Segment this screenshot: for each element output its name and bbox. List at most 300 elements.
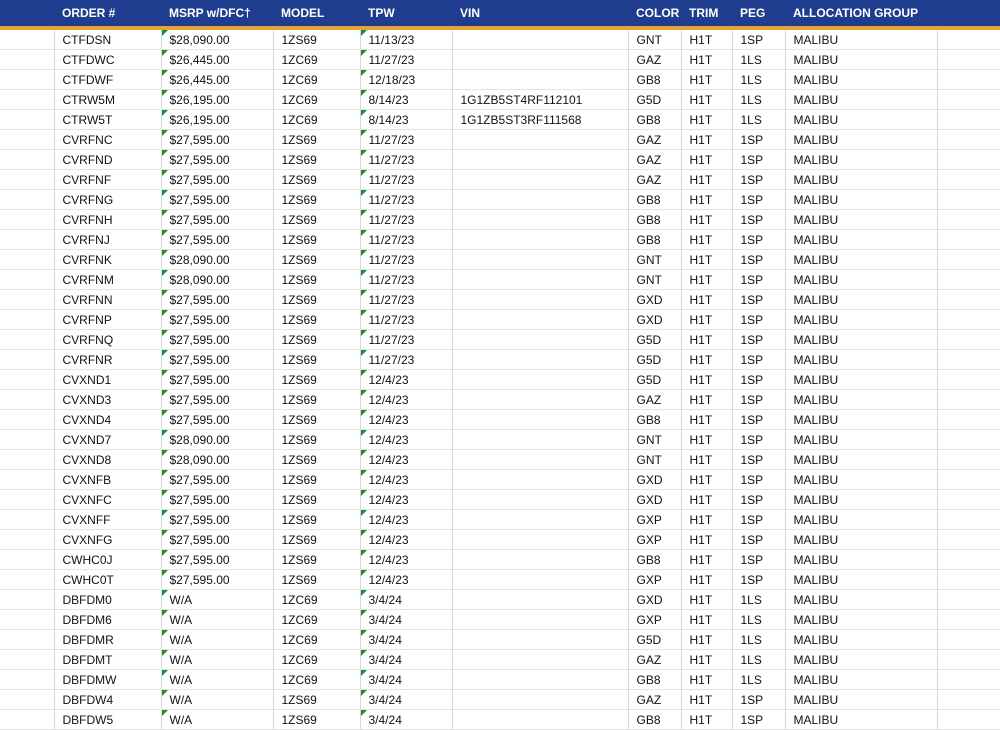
order-number-cell[interactable]: CTFDWF (54, 70, 161, 90)
peg-cell[interactable]: 1SP (732, 690, 785, 710)
order-number-cell[interactable]: CWHC0J (54, 550, 161, 570)
row-blank-cell[interactable] (937, 70, 1000, 90)
row-blank-cell[interactable] (937, 610, 1000, 630)
trim-cell[interactable]: H1T (681, 530, 732, 550)
vin-cell[interactable] (452, 150, 628, 170)
trim-cell[interactable]: H1T (681, 510, 732, 530)
peg-cell[interactable]: 1SP (732, 170, 785, 190)
msrp-cell[interactable]: $26,195.00 (161, 90, 273, 110)
msrp-cell[interactable]: $27,595.00 (161, 510, 273, 530)
msrp-cell[interactable]: $27,595.00 (161, 190, 273, 210)
row-blank-cell[interactable] (0, 370, 54, 390)
tpw-cell[interactable]: 12/4/23 (360, 390, 452, 410)
vin-cell[interactable] (452, 570, 628, 590)
tpw-cell[interactable]: 12/4/23 (360, 370, 452, 390)
peg-cell[interactable]: 1SP (732, 530, 785, 550)
allocation-group-cell[interactable]: MALIBU (785, 650, 937, 670)
row-blank-cell[interactable] (0, 610, 54, 630)
allocation-group-cell[interactable]: MALIBU (785, 490, 937, 510)
tpw-cell[interactable]: 11/27/23 (360, 350, 452, 370)
row-blank-cell[interactable] (0, 630, 54, 650)
row-blank-cell[interactable] (0, 30, 54, 50)
peg-cell[interactable]: 1SP (732, 350, 785, 370)
peg-cell[interactable]: 1LS (732, 110, 785, 130)
color-cell[interactable]: GB8 (628, 410, 681, 430)
peg-cell[interactable]: 1SP (732, 490, 785, 510)
msrp-cell[interactable]: $27,595.00 (161, 150, 273, 170)
msrp-cell[interactable]: $28,090.00 (161, 270, 273, 290)
table-row[interactable] (0, 330, 1000, 350)
table-row[interactable] (0, 470, 1000, 490)
row-blank-cell[interactable] (937, 490, 1000, 510)
row-blank-cell[interactable] (0, 490, 54, 510)
row-blank-cell[interactable] (937, 50, 1000, 70)
model-cell[interactable]: 1ZS69 (273, 550, 360, 570)
table-row[interactable] (0, 230, 1000, 250)
tpw-cell[interactable]: 11/13/23 (360, 30, 452, 50)
table-row[interactable] (0, 530, 1000, 550)
header-order-number[interactable]: ORDER # (54, 0, 161, 26)
order-number-cell[interactable]: CVRFNJ (54, 230, 161, 250)
model-cell[interactable]: 1ZS69 (273, 210, 360, 230)
peg-cell[interactable]: 1SP (732, 30, 785, 50)
row-blank-cell[interactable] (0, 430, 54, 450)
model-cell[interactable]: 1ZS69 (273, 410, 360, 430)
vin-cell[interactable] (452, 590, 628, 610)
color-cell[interactable]: G5D (628, 330, 681, 350)
model-cell[interactable]: 1ZS69 (273, 230, 360, 250)
row-blank-cell[interactable] (0, 250, 54, 270)
row-blank-cell[interactable] (937, 630, 1000, 650)
trim-cell[interactable]: H1T (681, 610, 732, 630)
trim-cell[interactable]: H1T (681, 50, 732, 70)
order-number-cell[interactable]: CVRFNM (54, 270, 161, 290)
order-number-cell[interactable]: DBFDW4 (54, 690, 161, 710)
model-cell[interactable]: 1ZS69 (273, 250, 360, 270)
peg-cell[interactable]: 1SP (732, 270, 785, 290)
order-number-cell[interactable]: CWHC0T (54, 570, 161, 590)
trim-cell[interactable]: H1T (681, 270, 732, 290)
allocation-group-cell[interactable]: MALIBU (785, 110, 937, 130)
color-cell[interactable]: GXD (628, 490, 681, 510)
trim-cell[interactable]: H1T (681, 150, 732, 170)
tpw-cell[interactable]: 11/27/23 (360, 270, 452, 290)
header-cell-blank-right[interactable] (937, 0, 1000, 26)
allocation-group-cell[interactable]: MALIBU (785, 390, 937, 410)
tpw-cell[interactable]: 11/27/23 (360, 50, 452, 70)
vin-cell[interactable] (452, 470, 628, 490)
order-number-cell[interactable]: CVRFNK (54, 250, 161, 270)
color-cell[interactable]: G5D (628, 630, 681, 650)
model-cell[interactable]: 1ZS69 (273, 150, 360, 170)
order-number-cell[interactable]: CVXNFF (54, 510, 161, 530)
allocation-group-cell[interactable]: MALIBU (785, 370, 937, 390)
row-blank-cell[interactable] (0, 470, 54, 490)
order-number-cell[interactable]: CTRW5T (54, 110, 161, 130)
model-cell[interactable]: 1ZS69 (273, 450, 360, 470)
allocation-group-cell[interactable]: MALIBU (785, 90, 937, 110)
trim-cell[interactable]: H1T (681, 570, 732, 590)
allocation-group-cell[interactable]: MALIBU (785, 270, 937, 290)
table-row[interactable] (0, 550, 1000, 570)
table-row[interactable] (0, 590, 1000, 610)
msrp-cell[interactable]: $28,090.00 (161, 450, 273, 470)
allocation-group-cell[interactable]: MALIBU (785, 30, 937, 50)
trim-cell[interactable]: H1T (681, 350, 732, 370)
color-cell[interactable]: GNT (628, 270, 681, 290)
msrp-cell[interactable]: W/A (161, 670, 273, 690)
row-blank-cell[interactable] (0, 130, 54, 150)
table-row[interactable] (0, 410, 1000, 430)
table-row[interactable] (0, 290, 1000, 310)
row-blank-cell[interactable] (0, 310, 54, 330)
vin-cell[interactable] (452, 550, 628, 570)
row-blank-cell[interactable] (937, 650, 1000, 670)
vin-cell[interactable] (452, 510, 628, 530)
color-cell[interactable]: GXD (628, 290, 681, 310)
trim-cell[interactable]: H1T (681, 430, 732, 450)
msrp-cell[interactable]: $27,595.00 (161, 570, 273, 590)
row-blank-cell[interactable] (937, 210, 1000, 230)
color-cell[interactable]: GAZ (628, 150, 681, 170)
peg-cell[interactable]: 1LS (732, 590, 785, 610)
model-cell[interactable]: 1ZC69 (273, 650, 360, 670)
color-cell[interactable]: GAZ (628, 50, 681, 70)
order-number-cell[interactable]: CVXND1 (54, 370, 161, 390)
color-cell[interactable]: GAZ (628, 130, 681, 150)
row-blank-cell[interactable] (937, 690, 1000, 710)
header-model[interactable]: MODEL (273, 0, 360, 26)
vin-cell[interactable] (452, 430, 628, 450)
trim-cell[interactable]: H1T (681, 110, 732, 130)
vin-cell[interactable] (452, 370, 628, 390)
model-cell[interactable]: 1ZS69 (273, 530, 360, 550)
trim-cell[interactable]: H1T (681, 410, 732, 430)
color-cell[interactable]: G5D (628, 90, 681, 110)
model-cell[interactable]: 1ZS69 (273, 690, 360, 710)
color-cell[interactable]: GB8 (628, 230, 681, 250)
color-cell[interactable]: GNT (628, 450, 681, 470)
allocation-group-cell[interactable]: MALIBU (785, 350, 937, 370)
allocation-group-cell[interactable]: MALIBU (785, 710, 937, 730)
row-blank-cell[interactable] (0, 650, 54, 670)
peg-cell[interactable]: 1SP (732, 310, 785, 330)
row-blank-cell[interactable] (0, 450, 54, 470)
row-blank-cell[interactable] (937, 270, 1000, 290)
trim-cell[interactable]: H1T (681, 490, 732, 510)
row-blank-cell[interactable] (0, 350, 54, 370)
vin-cell[interactable] (452, 230, 628, 250)
color-cell[interactable]: GAZ (628, 650, 681, 670)
row-blank-cell[interactable] (937, 350, 1000, 370)
tpw-cell[interactable]: 3/4/24 (360, 710, 452, 730)
msrp-cell[interactable]: $27,595.00 (161, 530, 273, 550)
row-blank-cell[interactable] (937, 330, 1000, 350)
order-number-cell[interactable]: CTFDWC (54, 50, 161, 70)
tpw-cell[interactable]: 12/4/23 (360, 410, 452, 430)
row-blank-cell[interactable] (0, 210, 54, 230)
row-blank-cell[interactable] (937, 550, 1000, 570)
model-cell[interactable]: 1ZS69 (273, 490, 360, 510)
row-blank-cell[interactable] (937, 510, 1000, 530)
tpw-cell[interactable]: 12/4/23 (360, 450, 452, 470)
allocation-group-cell[interactable]: MALIBU (785, 470, 937, 490)
trim-cell[interactable]: H1T (681, 650, 732, 670)
header-trim[interactable]: TRIM (681, 0, 732, 26)
msrp-cell[interactable]: $28,090.00 (161, 430, 273, 450)
row-blank-cell[interactable] (0, 390, 54, 410)
row-blank-cell[interactable] (937, 570, 1000, 590)
tpw-cell[interactable]: 12/18/23 (360, 70, 452, 90)
row-blank-cell[interactable] (0, 590, 54, 610)
peg-cell[interactable]: 1LS (732, 610, 785, 630)
allocation-group-cell[interactable]: MALIBU (785, 610, 937, 630)
msrp-cell[interactable]: $27,595.00 (161, 290, 273, 310)
order-number-cell[interactable]: CVXND4 (54, 410, 161, 430)
msrp-cell[interactable]: $27,595.00 (161, 130, 273, 150)
tpw-cell[interactable]: 12/4/23 (360, 430, 452, 450)
table-row[interactable] (0, 490, 1000, 510)
header-vin[interactable]: VIN (452, 0, 628, 26)
table-row[interactable] (0, 310, 1000, 330)
vin-cell[interactable] (452, 210, 628, 230)
row-blank-cell[interactable] (0, 690, 54, 710)
color-cell[interactable]: GB8 (628, 550, 681, 570)
trim-cell[interactable]: H1T (681, 670, 732, 690)
color-cell[interactable]: GXP (628, 570, 681, 590)
row-blank-cell[interactable] (0, 70, 54, 90)
row-blank-cell[interactable] (0, 50, 54, 70)
allocation-group-cell[interactable]: MALIBU (785, 450, 937, 470)
model-cell[interactable]: 1ZS69 (273, 330, 360, 350)
row-blank-cell[interactable] (937, 670, 1000, 690)
peg-cell[interactable]: 1SP (732, 510, 785, 530)
color-cell[interactable]: GAZ (628, 690, 681, 710)
allocation-group-cell[interactable]: MALIBU (785, 310, 937, 330)
trim-cell[interactable]: H1T (681, 170, 732, 190)
allocation-group-cell[interactable]: MALIBU (785, 430, 937, 450)
order-number-cell[interactable]: CVXND3 (54, 390, 161, 410)
model-cell[interactable]: 1ZS69 (273, 190, 360, 210)
order-number-cell[interactable]: DBFDMW (54, 670, 161, 690)
allocation-group-cell[interactable]: MALIBU (785, 590, 937, 610)
trim-cell[interactable]: H1T (681, 190, 732, 210)
header-msrp[interactable]: MSRP w/DFC† (161, 0, 273, 26)
trim-cell[interactable]: H1T (681, 330, 732, 350)
vin-cell[interactable] (452, 630, 628, 650)
peg-cell[interactable]: 1SP (732, 410, 785, 430)
color-cell[interactable]: GNT (628, 430, 681, 450)
table-row[interactable] (0, 390, 1000, 410)
row-blank-cell[interactable] (0, 710, 54, 730)
header-color[interactable]: COLOR (628, 0, 681, 26)
allocation-group-cell[interactable]: MALIBU (785, 550, 937, 570)
order-number-cell[interactable]: CVRFNN (54, 290, 161, 310)
msrp-cell[interactable]: $27,595.00 (161, 210, 273, 230)
tpw-cell[interactable]: 3/4/24 (360, 670, 452, 690)
vin-cell[interactable] (452, 130, 628, 150)
vin-cell[interactable] (452, 450, 628, 470)
row-blank-cell[interactable] (937, 170, 1000, 190)
peg-cell[interactable]: 1SP (732, 550, 785, 570)
vin-cell[interactable] (452, 530, 628, 550)
row-blank-cell[interactable] (0, 270, 54, 290)
peg-cell[interactable]: 1SP (732, 250, 785, 270)
row-blank-cell[interactable] (937, 290, 1000, 310)
msrp-cell[interactable]: $27,595.00 (161, 470, 273, 490)
color-cell[interactable]: GB8 (628, 670, 681, 690)
table-row[interactable] (0, 30, 1000, 50)
color-cell[interactable]: GAZ (628, 390, 681, 410)
msrp-cell[interactable]: $27,595.00 (161, 350, 273, 370)
trim-cell[interactable]: H1T (681, 690, 732, 710)
order-number-cell[interactable]: CVXND7 (54, 430, 161, 450)
color-cell[interactable]: GXD (628, 470, 681, 490)
msrp-cell[interactable]: $27,595.00 (161, 550, 273, 570)
row-blank-cell[interactable] (0, 670, 54, 690)
vin-cell[interactable] (452, 190, 628, 210)
row-blank-cell[interactable] (937, 370, 1000, 390)
msrp-cell[interactable]: $28,090.00 (161, 30, 273, 50)
row-blank-cell[interactable] (937, 530, 1000, 550)
msrp-cell[interactable]: $27,595.00 (161, 370, 273, 390)
table-row[interactable] (0, 450, 1000, 470)
order-number-cell[interactable]: CVXNFC (54, 490, 161, 510)
peg-cell[interactable]: 1LS (732, 90, 785, 110)
allocation-group-cell[interactable]: MALIBU (785, 410, 937, 430)
table-row[interactable] (0, 70, 1000, 90)
color-cell[interactable]: GB8 (628, 710, 681, 730)
peg-cell[interactable]: 1SP (732, 190, 785, 210)
table-row[interactable] (0, 90, 1000, 110)
row-blank-cell[interactable] (0, 90, 54, 110)
table-row[interactable] (0, 190, 1000, 210)
table-row[interactable] (0, 370, 1000, 390)
order-number-cell[interactable]: DBFDM6 (54, 610, 161, 630)
color-cell[interactable]: GXP (628, 530, 681, 550)
tpw-cell[interactable]: 12/4/23 (360, 550, 452, 570)
msrp-cell[interactable]: $27,595.00 (161, 170, 273, 190)
order-number-cell[interactable]: CVRFNF (54, 170, 161, 190)
peg-cell[interactable]: 1SP (732, 710, 785, 730)
row-blank-cell[interactable] (937, 310, 1000, 330)
order-number-cell[interactable]: DBFDW5 (54, 710, 161, 730)
allocation-group-cell[interactable]: MALIBU (785, 170, 937, 190)
allocation-group-cell[interactable]: MALIBU (785, 630, 937, 650)
peg-cell[interactable]: 1SP (732, 210, 785, 230)
peg-cell[interactable]: 1SP (732, 430, 785, 450)
msrp-cell[interactable]: $26,445.00 (161, 50, 273, 70)
vin-cell[interactable] (452, 610, 628, 630)
trim-cell[interactable]: H1T (681, 30, 732, 50)
table-row[interactable] (0, 250, 1000, 270)
row-blank-cell[interactable] (937, 430, 1000, 450)
vin-cell[interactable] (452, 350, 628, 370)
row-blank-cell[interactable] (937, 150, 1000, 170)
row-blank-cell[interactable] (0, 410, 54, 430)
order-number-cell[interactable]: CVRFNR (54, 350, 161, 370)
tpw-cell[interactable]: 11/27/23 (360, 150, 452, 170)
order-number-cell[interactable]: CVRFNC (54, 130, 161, 150)
order-number-cell[interactable]: CVRFNQ (54, 330, 161, 350)
allocation-group-cell[interactable]: MALIBU (785, 150, 937, 170)
color-cell[interactable]: G5D (628, 350, 681, 370)
trim-cell[interactable]: H1T (681, 590, 732, 610)
model-cell[interactable]: 1ZC69 (273, 590, 360, 610)
tpw-cell[interactable]: 12/4/23 (360, 570, 452, 590)
tpw-cell[interactable]: 11/27/23 (360, 130, 452, 150)
color-cell[interactable]: GAZ (628, 170, 681, 190)
tpw-cell[interactable]: 12/4/23 (360, 490, 452, 510)
peg-cell[interactable]: 1SP (732, 390, 785, 410)
vin-cell[interactable]: 1G1ZB5ST4RF112101 (452, 90, 628, 110)
row-blank-cell[interactable] (0, 190, 54, 210)
table-row[interactable] (0, 710, 1000, 730)
color-cell[interactable]: GB8 (628, 70, 681, 90)
allocation-group-cell[interactable]: MALIBU (785, 670, 937, 690)
row-blank-cell[interactable] (937, 30, 1000, 50)
tpw-cell[interactable]: 3/4/24 (360, 610, 452, 630)
row-blank-cell[interactable] (937, 110, 1000, 130)
vin-cell[interactable] (452, 410, 628, 430)
row-blank-cell[interactable] (0, 570, 54, 590)
peg-cell[interactable]: 1LS (732, 630, 785, 650)
color-cell[interactable]: GXD (628, 310, 681, 330)
model-cell[interactable]: 1ZC69 (273, 670, 360, 690)
color-cell[interactable]: GB8 (628, 190, 681, 210)
header-peg[interactable]: PEG (732, 0, 785, 26)
trim-cell[interactable]: H1T (681, 310, 732, 330)
row-blank-cell[interactable] (0, 530, 54, 550)
trim-cell[interactable]: H1T (681, 550, 732, 570)
table-row[interactable] (0, 130, 1000, 150)
tpw-cell[interactable]: 3/4/24 (360, 590, 452, 610)
vin-cell[interactable] (452, 690, 628, 710)
table-row[interactable] (0, 110, 1000, 130)
row-blank-cell[interactable] (0, 550, 54, 570)
tpw-cell[interactable]: 11/27/23 (360, 230, 452, 250)
order-number-cell[interactable]: CVXNFB (54, 470, 161, 490)
trim-cell[interactable]: H1T (681, 290, 732, 310)
table-row[interactable] (0, 690, 1000, 710)
vin-cell[interactable] (452, 50, 628, 70)
color-cell[interactable]: GNT (628, 30, 681, 50)
trim-cell[interactable]: H1T (681, 470, 732, 490)
tpw-cell[interactable]: 3/4/24 (360, 650, 452, 670)
table-row[interactable] (0, 630, 1000, 650)
tpw-cell[interactable]: 3/4/24 (360, 690, 452, 710)
tpw-cell[interactable]: 11/27/23 (360, 210, 452, 230)
model-cell[interactable]: 1ZS69 (273, 130, 360, 150)
allocation-group-cell[interactable]: MALIBU (785, 250, 937, 270)
msrp-cell[interactable]: W/A (161, 590, 273, 610)
msrp-cell[interactable]: $26,195.00 (161, 110, 273, 130)
model-cell[interactable]: 1ZS69 (273, 270, 360, 290)
table-row[interactable] (0, 350, 1000, 370)
trim-cell[interactable]: H1T (681, 630, 732, 650)
allocation-group-cell[interactable]: MALIBU (785, 330, 937, 350)
table-row[interactable] (0, 670, 1000, 690)
allocation-group-cell[interactable]: MALIBU (785, 570, 937, 590)
peg-cell[interactable]: 1LS (732, 670, 785, 690)
table-row[interactable] (0, 610, 1000, 630)
vin-cell[interactable] (452, 710, 628, 730)
vin-cell[interactable] (452, 290, 628, 310)
peg-cell[interactable]: 1SP (732, 290, 785, 310)
model-cell[interactable]: 1ZS69 (273, 710, 360, 730)
row-blank-cell[interactable] (0, 510, 54, 530)
peg-cell[interactable]: 1SP (732, 130, 785, 150)
